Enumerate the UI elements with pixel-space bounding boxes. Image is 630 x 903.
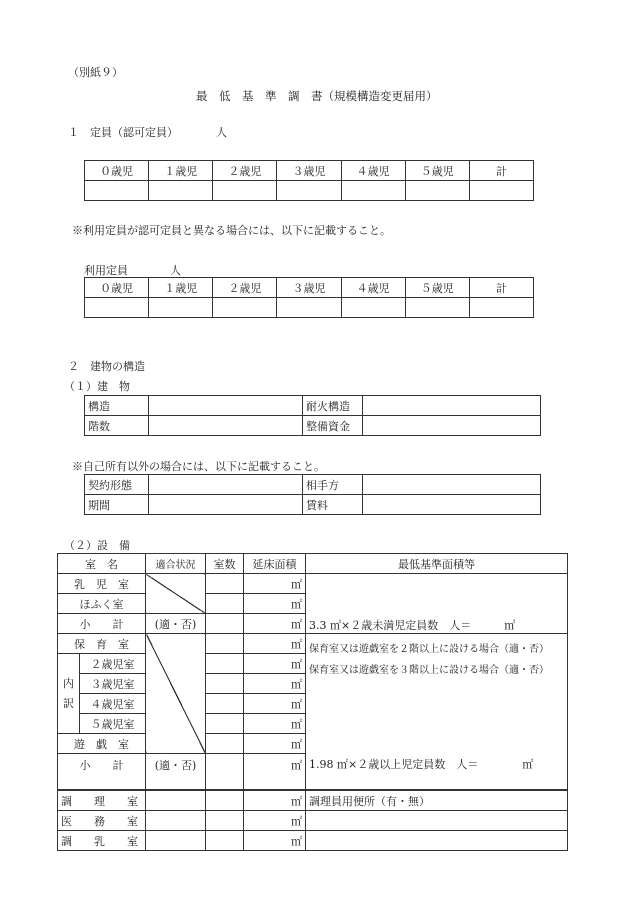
infant-room-label: 乳 児 室: [58, 574, 146, 594]
document-title: [196, 88, 438, 104]
building-row: [85, 396, 541, 416]
partner-label: 相手方: [303, 475, 363, 495]
value-cell[interactable]: [149, 298, 213, 318]
value-cell[interactable]: [85, 298, 149, 318]
partner-value[interactable]: [363, 475, 541, 495]
count-cell[interactable]: [206, 614, 244, 634]
crawl-room-label: ほふく室: [58, 594, 146, 614]
facility-row: [58, 831, 568, 851]
fit-choice[interactable]: (適・否): [146, 614, 206, 634]
value-cell[interactable]: [405, 298, 469, 318]
area-unit: ㎡: [244, 574, 306, 594]
col-age4: ４歳児: [341, 161, 405, 181]
contract-form-label: 契約形態: [85, 475, 149, 495]
funding-label: 整備資金: [303, 416, 363, 436]
annex-label: （別紙９）: [68, 66, 123, 79]
section2-heading: ２ 建物の構造: [68, 360, 145, 373]
count-cell[interactable]: [206, 734, 244, 754]
count-cell[interactable]: [206, 811, 244, 831]
header-area: 延床面積: [244, 554, 306, 574]
capacity-unit: 人: [216, 126, 227, 139]
col-age5: ５歳児: [405, 161, 469, 181]
area-unit: ㎡: [244, 594, 306, 614]
usage-header-row: [85, 278, 534, 298]
count-cell[interactable]: [206, 654, 244, 674]
area-unit: ㎡: [244, 714, 306, 734]
age2-room-label: ２歳児室: [80, 654, 146, 674]
upper-floor-3: 保育室又は遊戯室を３階以上に設ける場合（適・否）: [309, 665, 549, 676]
facility-header-row: [58, 554, 568, 574]
fit-cell[interactable]: [146, 811, 206, 831]
value-cell[interactable]: [85, 181, 149, 201]
value-cell[interactable]: [469, 298, 533, 318]
usage-capacity-label: 利用定員: [84, 264, 128, 277]
value-cell[interactable]: [277, 181, 341, 201]
capacity-header-row: [85, 161, 534, 181]
fit-diagonal-cell: [146, 574, 206, 614]
rent-label: 賃料: [303, 495, 363, 515]
capacity-value-row: [85, 181, 534, 201]
capacity-table: [84, 160, 534, 201]
section1-heading: １ 定員（認可定員）: [68, 126, 178, 139]
note-cell[interactable]: [306, 811, 568, 831]
col-age0: ０歳児: [85, 161, 149, 181]
usage-capacity-unit: 人: [170, 264, 181, 277]
area-unit: ㎡: [244, 790, 306, 811]
area-unit: ㎡: [244, 674, 306, 694]
value-cell[interactable]: [277, 298, 341, 318]
facility-row: [58, 574, 568, 594]
area-unit: ㎡: [244, 754, 306, 791]
col-age1: １歳児: [149, 278, 213, 298]
usage-value-row: [85, 298, 534, 318]
play-room-label: 遊 戯 室: [58, 734, 146, 754]
fireproof-value[interactable]: [363, 396, 541, 416]
min-area-over2: [306, 634, 568, 791]
toilet-note: 調理員用便所（有・無）: [306, 790, 568, 811]
period-label: 期間: [85, 495, 149, 515]
structure-value[interactable]: [149, 396, 303, 416]
value-cell[interactable]: [213, 181, 277, 201]
col-age2: ２歳児: [213, 278, 277, 298]
capacity-note: ※利用定員が認可定員と異なる場合には、以下に記載すること。: [72, 224, 391, 237]
header-count: 室数: [206, 554, 244, 574]
milk-label: 調 乳 室: [58, 831, 146, 851]
breakdown-char-2: 訳: [63, 696, 74, 710]
col-age3: ３歳児: [277, 278, 341, 298]
col-age1: １歳児: [149, 161, 213, 181]
formula-over2: 1.98 ㎡×２歳以上児定員数 人＝ ㎡: [309, 758, 534, 771]
area-unit: ㎡: [244, 831, 306, 851]
age3-room-label: ３歳児室: [80, 674, 146, 694]
col-total: 計: [469, 161, 533, 181]
col-age4: ４歳児: [341, 278, 405, 298]
fit-cell[interactable]: [146, 790, 206, 811]
value-cell[interactable]: [149, 181, 213, 201]
value-cell[interactable]: [341, 181, 405, 201]
value-cell[interactable]: [341, 298, 405, 318]
count-cell[interactable]: [206, 831, 244, 851]
col-age0: ０歳児: [85, 278, 149, 298]
facility-table: [57, 553, 568, 851]
count-cell[interactable]: [206, 714, 244, 734]
floors-label: 階数: [85, 416, 149, 436]
col-age3: ３歳児: [277, 161, 341, 181]
nursery-room-label: 保 育 室: [58, 634, 146, 654]
ownership-note: ※自己所有以外の場合には、以下に記載すること。: [72, 460, 325, 473]
usage-capacity-table: [84, 277, 534, 318]
area-unit: ㎡: [244, 694, 306, 714]
header-room: 室 名: [58, 554, 146, 574]
col-total: 計: [469, 278, 533, 298]
area-unit: ㎡: [244, 614, 306, 634]
building-row: [85, 416, 541, 436]
medical-label: 医 務 室: [58, 811, 146, 831]
rent-value[interactable]: [363, 495, 541, 515]
header-min-area: 最低基準面積等: [306, 554, 568, 574]
value-cell[interactable]: [405, 181, 469, 201]
note-cell[interactable]: [306, 831, 568, 851]
breakdown-label: [58, 654, 80, 734]
value-cell[interactable]: [213, 298, 277, 318]
age4-room-label: ４歳児室: [80, 694, 146, 714]
fit-cell[interactable]: [146, 831, 206, 851]
header-fit: 適合状況: [146, 554, 206, 574]
title-main: 最 低 基 準 調 書: [196, 89, 323, 103]
count-cell[interactable]: [206, 634, 244, 654]
subtotal-label: 小 計: [58, 754, 146, 791]
facility-row: [58, 811, 568, 831]
structure-label: 構造: [85, 396, 149, 416]
area-unit: ㎡: [244, 634, 306, 654]
facility-row: [58, 634, 568, 654]
facility-subheading: （２）設 備: [64, 539, 130, 552]
formula-under2: 3.3 ㎡×２歳未満児定員数 人＝ ㎡: [306, 574, 568, 634]
title-sub: （規模構造変更届用）: [322, 89, 438, 103]
contract-form-value[interactable]: [149, 475, 303, 495]
col-age5: ５歳児: [405, 278, 469, 298]
fit-choice[interactable]: (適・否): [146, 754, 206, 791]
count-cell[interactable]: [206, 594, 244, 614]
funding-value[interactable]: [363, 416, 541, 436]
count-cell[interactable]: [206, 574, 244, 594]
breakdown-char-1: 内: [63, 676, 74, 690]
period-value[interactable]: [149, 495, 303, 515]
building-table: [84, 395, 541, 436]
count-cell[interactable]: [206, 754, 244, 791]
fit-diagonal-cell: [146, 634, 206, 754]
area-unit: ㎡: [244, 734, 306, 754]
upper-floor-2: 保育室又は遊戯室を２階以上に設ける場合（適・否）: [309, 644, 549, 655]
floors-value[interactable]: [149, 416, 303, 436]
col-age2: ２歳児: [213, 161, 277, 181]
area-unit: ㎡: [244, 654, 306, 674]
kitchen-label: 調 理 室: [58, 790, 146, 811]
fireproof-label: 耐火構造: [303, 396, 363, 416]
area-unit: ㎡: [244, 811, 306, 831]
contract-row: [85, 475, 541, 495]
facility-row: [58, 790, 568, 811]
contract-table: [84, 474, 541, 515]
subtotal-label: 小 計: [58, 614, 146, 634]
building-subheading: （１）建 物: [64, 380, 130, 393]
count-cell[interactable]: [206, 790, 244, 811]
contract-row: [85, 495, 541, 515]
count-cell[interactable]: [206, 694, 244, 714]
count-cell[interactable]: [206, 674, 244, 694]
age5-room-label: ５歳児室: [80, 714, 146, 734]
value-cell[interactable]: [469, 181, 533, 201]
